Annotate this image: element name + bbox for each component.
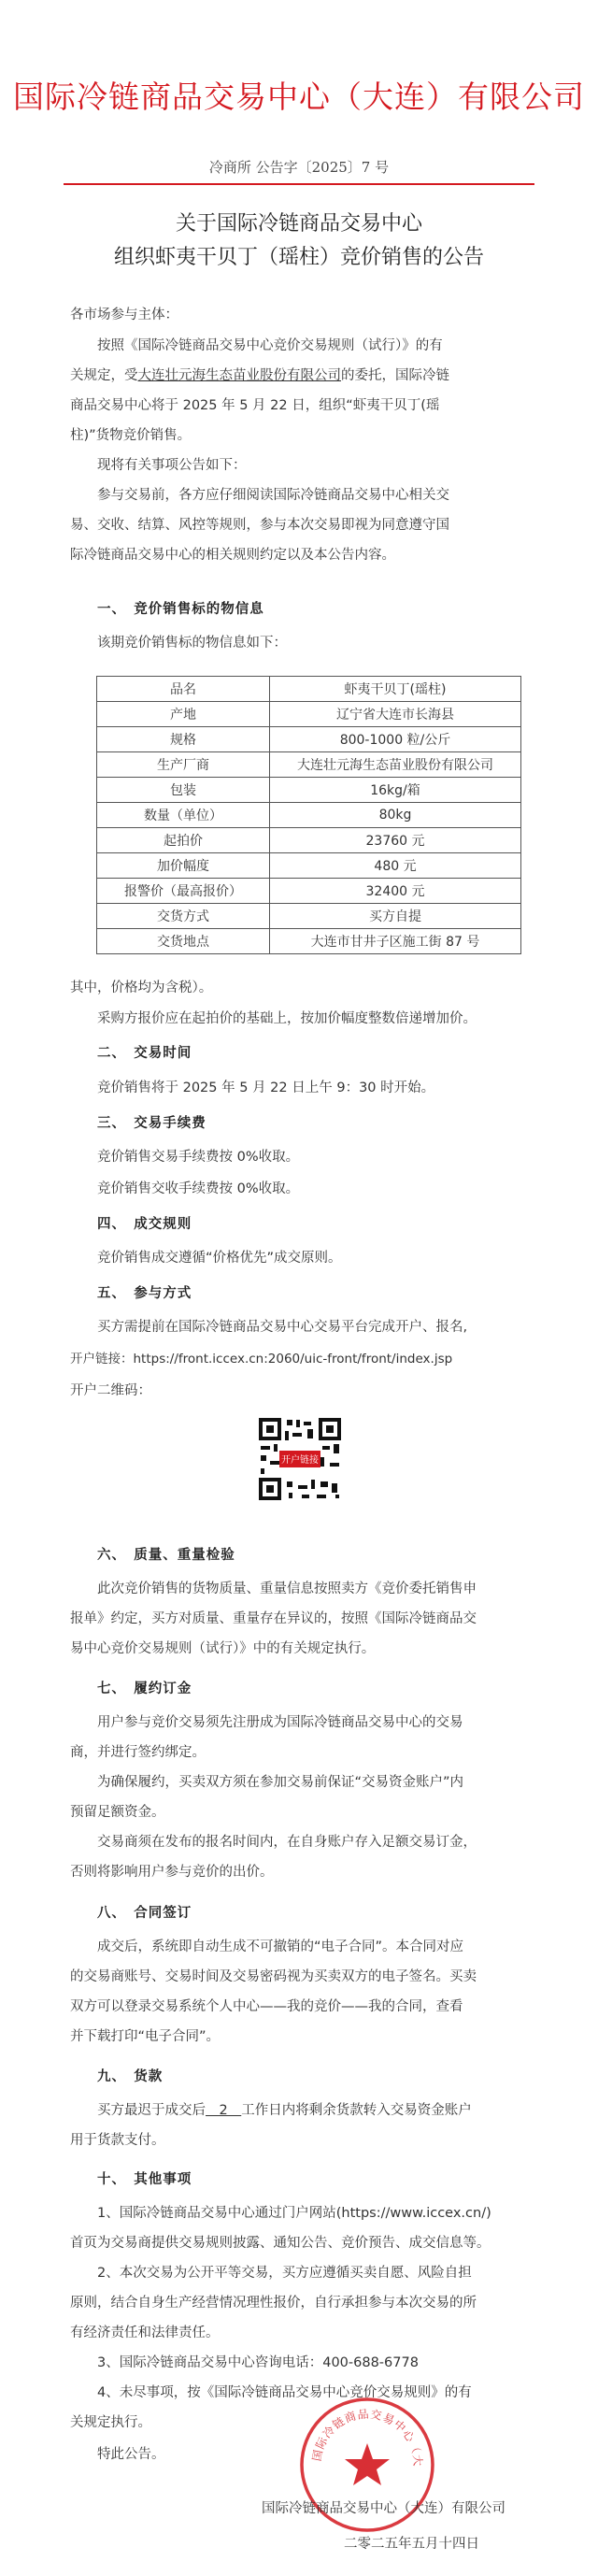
table-cell-value: 32400 元 [270,879,521,904]
table-row [97,727,521,752]
section-text: 双方可以登录交易系统个人中心——我的竞价——我的合同，查看 [70,1999,463,2014]
section-text: 1、国际冷链商品交易中心通过门户网站(https://www.iccex.cn/) [97,2206,491,2221]
table-cell-label: 规格 [97,727,270,752]
table-row [97,904,521,929]
section-text [97,2097,472,2125]
intro-line: 参与交易前，各方应仔细阅读国际冷链商品交易中心相关交 [97,488,449,503]
table-cell-label: 起拍价 [97,828,270,853]
table-cell-label: 报警价（最高报价） [97,879,270,904]
seal-text: 国际冷链商品交易中心（大 [309,2407,425,2468]
section-text: 此次竞价销售的货物质量、重量信息按照卖方《竞价委托销售申 [97,1581,477,1596]
intro-line: 易、交收、结算、风控等规则，参与本次交易即视为同意遵守国 [70,518,449,533]
section-text: 有经济责任和法律责任。 [70,2326,220,2340]
section-text: 2、本次交易为公开平等交易，买方应遵循买卖自愿、风险自担 [97,2266,472,2281]
section-text: 并下载打印“电子合同”。 [70,2029,221,2044]
section-text: 的交易商账号、交易时间及交易密码视为买卖双方的电子签名。买卖 [70,1969,477,1984]
table-row [97,778,521,803]
section-text: 采购方报价应在起拍价的基础上，按加价幅度整数倍递增加价。 [97,1011,477,1026]
table-row [97,677,521,702]
section-heading: 五、 参与方式 [97,1286,192,1301]
document-number: 冷商所 公告字〔2025〕7 号 [208,159,390,176]
table-cell-label: 产地 [97,702,270,727]
intro-text: 关规定，受 [70,368,138,383]
section-text: 成交后，系统即自动生成不可撤销的“电子合同”。本合同对应 [97,1939,464,1954]
table-cell-value: 480 元 [270,853,521,879]
svg-text:国际冷链商品交易中心（大连）有限公司 [297,2395,425,2468]
closing: 特此公告。 [97,2447,165,2462]
section-heading: 九、 货款 [97,2069,164,2084]
payment-text: 买方最迟于成交后 [97,2103,206,2118]
table-cell-value: 买方自提 [270,904,521,929]
table-cell-label: 生产厂商 [97,752,270,778]
goods-info-table [96,676,521,954]
consignor-name: 大连壮元海生态苗业股份有限公司 [137,368,341,383]
table-cell-label: 加价幅度 [97,853,270,879]
section-heading: 一、 竞价销售标的物信息 [97,602,264,617]
intro-line: 按照《国际冷链商品交易中心竞价交易规则（试行）》的有 [97,338,443,353]
intro-line: 柱)”货物竞价销售。 [70,428,192,443]
section-text: 交易商须在发布的报名时间内，在自身账户存入足额交易订金， [97,1835,477,1850]
table-cell-value: 23760 元 [270,828,521,853]
section-text: 关规定执行。 [70,2415,151,2430]
table-row [97,702,521,727]
table-row [97,803,521,828]
qr-code[interactable] [257,1416,343,1502]
section-text: 用于货款支付。 [70,2133,165,2148]
table-cell-label: 包装 [97,778,270,803]
section-text: 竞价销售成交遵循“价格优先”成交原则。 [97,1251,342,1266]
section-text: 竞价销售将于 2025 年 5 月 22 日上午 9：30 时开始。 [97,1080,435,1095]
payment-days: 2 [206,2103,242,2118]
table-cell-value: 大连市甘井子区施工街 87 号 [270,929,521,954]
signature-date: 二零二五年五月十四日 [344,2537,479,2552]
section-text: 易中心竞价交易规则（试行）》中的有关规定执行。 [70,1641,376,1656]
red-divider [64,183,534,185]
section-heading: 三、 交易手续费 [97,1116,206,1131]
section-text: 报单》约定，买方对质量、重量存在异议的，按照《国际冷链商品交 [70,1611,477,1626]
signature-org: 国际冷链商品交易中心（大连）有限公司 [262,2501,505,2516]
section-heading: 八、 合同签订 [97,1906,192,1921]
table-cell-label: 交货地点 [97,929,270,954]
intro-line: 商品交易中心将于 2025 年 5 月 22 日，组织“虾夷干贝丁(瑶 [70,398,440,413]
intro-line: 际冷链商品交易中心的相关规则约定以及本公告内容。 [70,548,395,563]
section-text: 商，并进行签约绑定。 [70,1745,206,1760]
intro-line: 现将有关事项公告如下： [97,458,247,473]
title-line-1: 关于国际冷链商品交易中心 [175,212,422,236]
table-cell-value: 辽宁省大连市长海县 [270,702,521,727]
greeting: 各市场参与主体： [70,308,178,322]
link-line [70,1346,452,1373]
section-heading: 四、 成交规则 [97,1217,192,1232]
account-opening-link[interactable]: https://front.iccex.cn:2060/uic-front/front/index.jsp [133,1352,453,1367]
link-label: 开户链接： [70,1352,134,1367]
section-text: 3、国际冷链商品交易中心咨询电话：400-688-6778 [97,2355,419,2370]
section-text: 首页为交易商提供交易规则披露、通知公告、竞价预告、成交信息等。 [70,2236,491,2251]
table-cell-value: 800-1000 粒/公斤 [270,727,521,752]
section-heading: 二、 交易时间 [97,1046,192,1061]
table-cell-label: 品名 [97,677,270,702]
section-text: 用户参与竞价交易须先注册成为国际冷链商品交易中心的交易 [97,1715,463,1730]
section-text: 4、未尽事项，按《国际冷链商品交易中心竞价交易规则》的有 [97,2385,472,2400]
table-row [97,752,521,778]
section-heading: 七、 履约订金 [97,1682,192,1696]
section-text: 预留足额资金。 [70,1805,165,1820]
table-cell-value: 大连壮元海生态苗业股份有限公司 [270,752,521,778]
table-cell-value: 虾夷干贝丁(瑶柱) [270,677,521,702]
table-row [97,929,521,954]
table-cell-value: 16kg/箱 [270,778,521,803]
table-cell-label: 数量（单位） [97,803,270,828]
payment-text: 工作日内将剩余货款转入交易资金账户 [241,2103,472,2118]
table-cell-label: 交货方式 [97,904,270,929]
table-row [97,879,521,904]
title-line-2: 组织虾夷干贝丁（瑶柱）竞价销售的公告 [113,246,484,269]
section-text: 为确保履约，买卖双方须在参加交易前保证“交易资金账户”内 [97,1775,464,1790]
section-heading: 六、 质量、重量检验 [97,1548,235,1563]
section-text: 原则，结合自身生产经营情况理性报价，自行承担参与本次交易的所 [70,2296,477,2311]
qr-label: 开户二维码： [70,1383,151,1398]
intro-line [70,363,449,390]
section-text: 否则将影响用户参与竞价的出价。 [70,1865,274,1880]
table-row [97,853,521,879]
intro-text: 的委托，国际冷链 [341,368,449,383]
section-text: 竞价销售交收手续费按 0%收取。 [97,1181,300,1196]
section-heading: 十、 其他事项 [97,2172,192,2187]
section-text: 该期竞价销售标的物信息如下： [97,636,287,651]
section-text: 竞价销售交易手续费按 0%收取。 [97,1150,300,1165]
table-row [97,828,521,853]
section-text: 买方需提前在国际冷链商品交易中心交易平台完成开户、报名, [97,1320,468,1335]
qr-caption: 开户链接 [281,1455,319,1466]
table-cell-value: 80kg [270,803,521,828]
section-text: 其中，价格均为含税）。 [70,980,213,995]
org-header-title: 国际冷链商品交易中心（大连）有限公司 [13,79,585,115]
